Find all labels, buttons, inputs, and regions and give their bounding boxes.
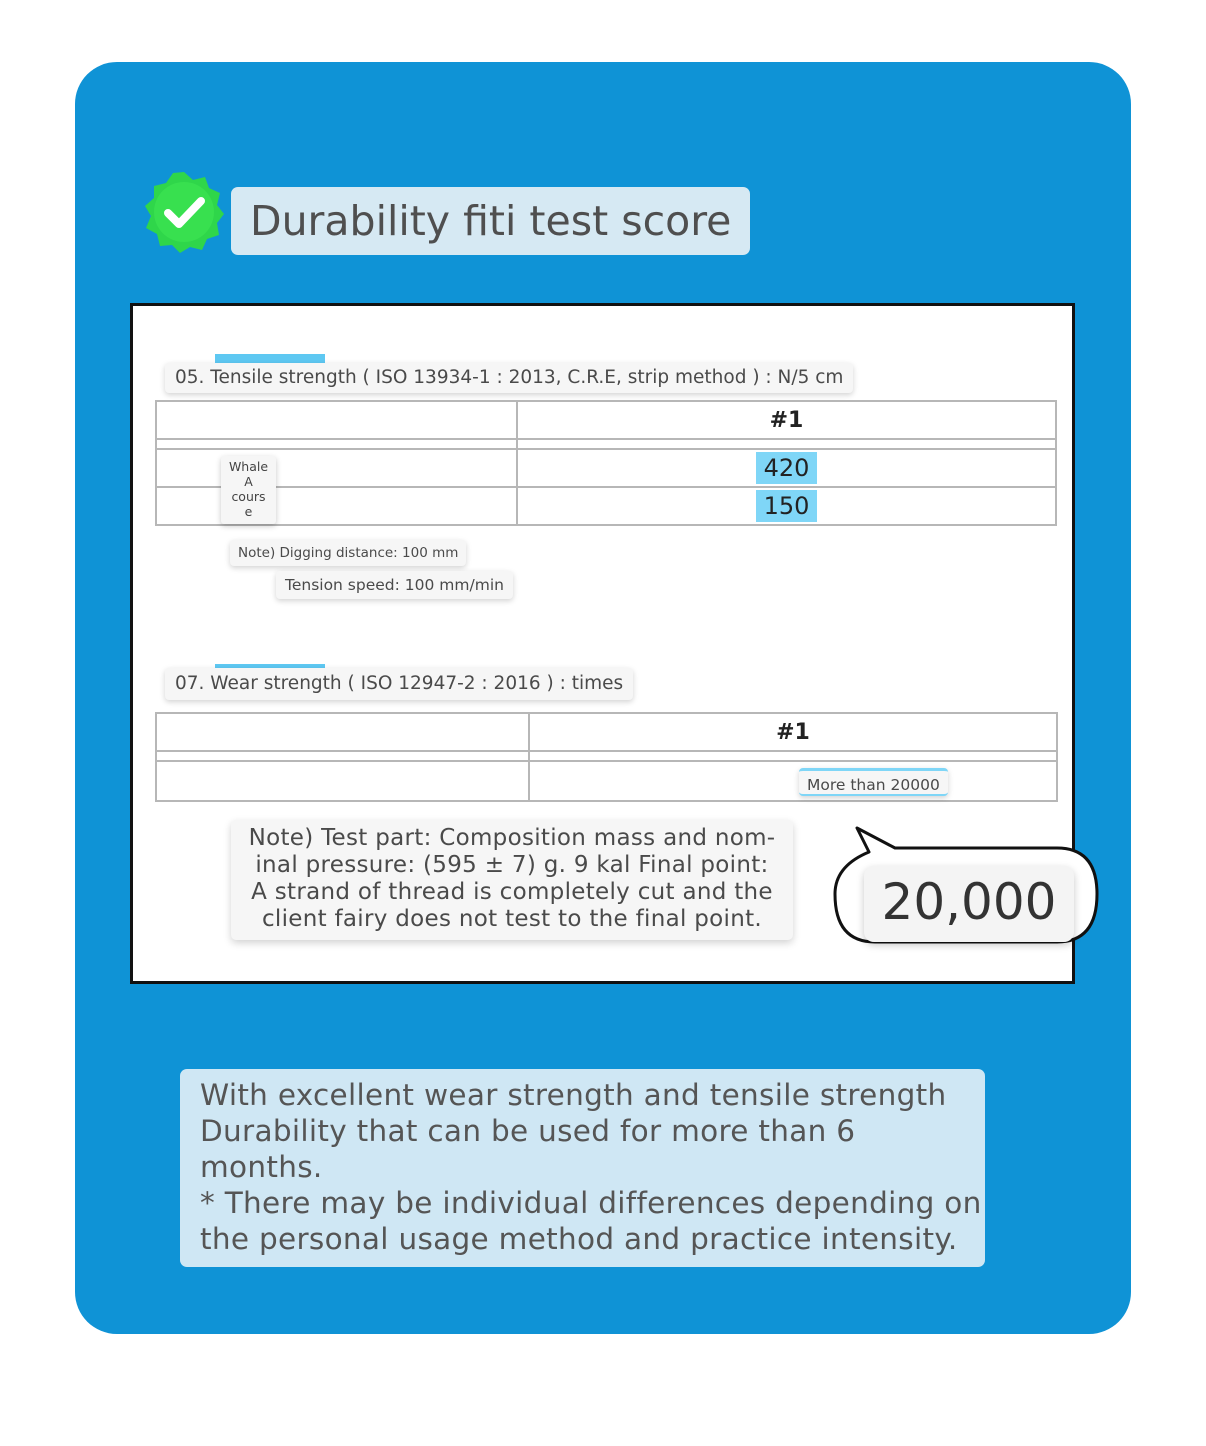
table-row: [156, 713, 1057, 751]
row-label-line: A: [244, 474, 253, 489]
table-cell: [529, 761, 1057, 801]
description-line: the personal usage method and practice intensity.: [200, 1222, 958, 1256]
wear-test-note: [231, 820, 793, 940]
table-cell: [156, 449, 517, 487]
description-line: * There may be individual differences depending on: [200, 1186, 982, 1220]
wear-count-callout: 20,000: [864, 866, 1074, 942]
row-label-line: Whale: [228, 459, 269, 474]
table-cell: [517, 487, 1056, 525]
note-digging-distance: Note) Digging distance: 100 mm: [230, 540, 466, 566]
durability-description: [180, 1069, 985, 1267]
table-row: [156, 487, 1056, 525]
table-cell: [517, 439, 1056, 449]
table-row: [156, 439, 1056, 449]
row-label-line: e: [244, 504, 253, 519]
table-cell: [529, 751, 1057, 761]
row-label-line: cours: [231, 489, 266, 504]
note-line: Note) Test part: Composition mass and nom-: [248, 825, 776, 851]
column-header: #1: [529, 713, 1057, 751]
description-line: With excellent wear strength and tensile strength: [200, 1078, 947, 1112]
note-line: inal pressure: (595 ± 7) g. 9 kal Final point:: [255, 852, 769, 878]
description-line: Durability that can be used for more than 6: [200, 1114, 856, 1148]
row-label-tooltip: [221, 456, 276, 524]
column-header: #1: [517, 401, 1056, 439]
table-cell: [156, 751, 529, 761]
note-line: client fairy does not test to the final point.: [261, 906, 763, 932]
tensile-value: 420: [756, 452, 818, 484]
description-line: months.: [200, 1150, 323, 1184]
table-cell: [156, 439, 517, 449]
table-cell: [156, 401, 517, 439]
note-tension-speed: Tension speed: 100 mm/min: [276, 571, 513, 599]
table-cell: [156, 761, 529, 801]
table-cell: [517, 449, 1056, 487]
note-line: A strand of thread is completely cut and the: [251, 879, 773, 905]
table-cell: [156, 487, 517, 525]
verified-check-icon: [142, 170, 226, 254]
tensile-table: [155, 400, 1057, 526]
tensile-heading: 05. Tensile strength ( ISO 13934-1 : 2013, C.R.E, strip method ) : N/5 cm: [165, 363, 853, 393]
tensile-value: 150: [756, 490, 818, 522]
table-row: [156, 751, 1057, 761]
wear-value: More than 20000: [799, 768, 948, 796]
table-row: [156, 449, 1056, 487]
page-title: Durability fiti test score: [231, 187, 750, 255]
table-row: [156, 401, 1056, 439]
wear-heading: 07. Wear strength ( ISO 12947-2 : 2016 ) : times: [165, 668, 633, 700]
table-cell: [156, 713, 529, 751]
